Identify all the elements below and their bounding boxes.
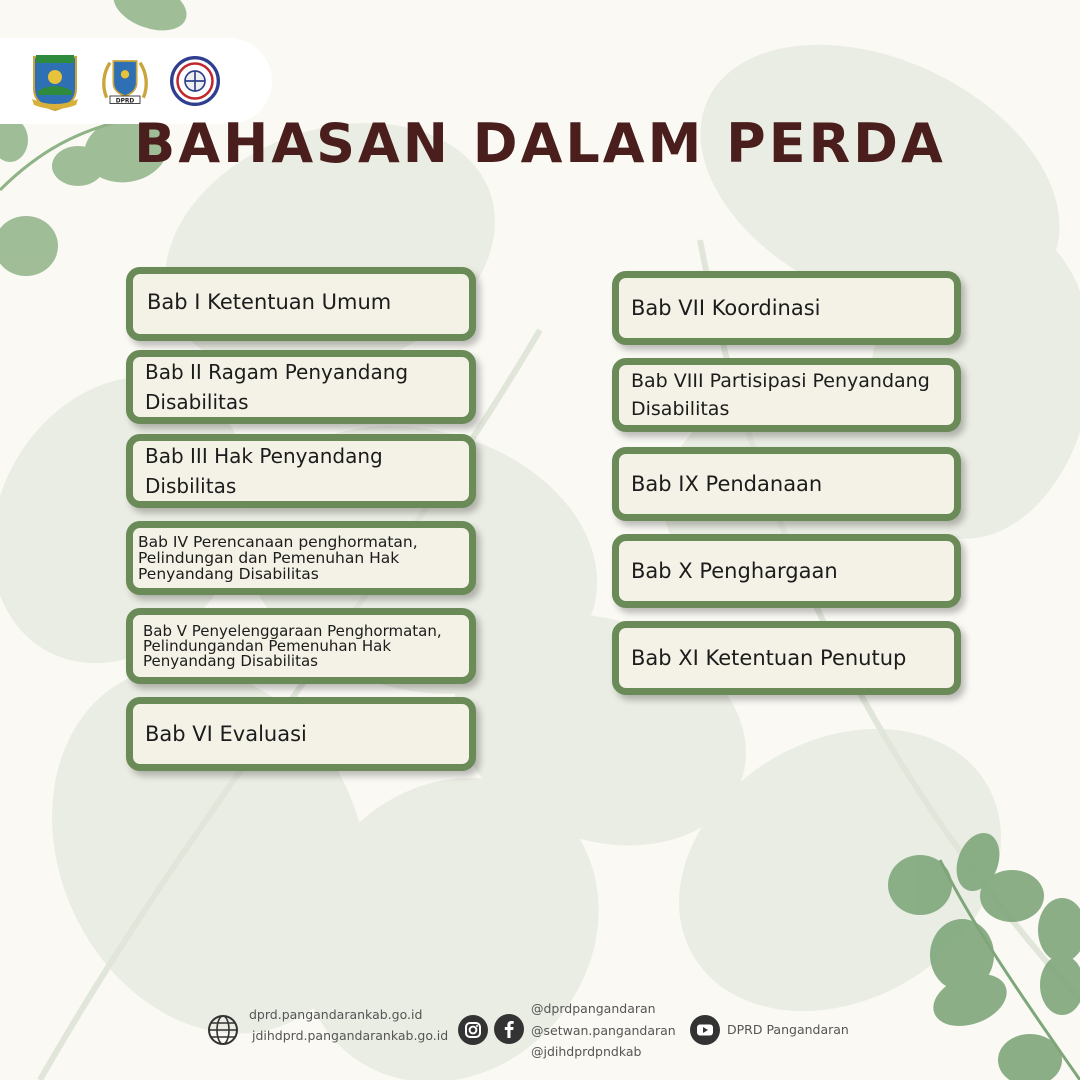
chapter-label: Bab X Penghargaan — [631, 559, 838, 583]
chapter-label: Bab II Ragam Penyandang Disabilitas — [145, 360, 409, 414]
chapter-box-5 — [126, 608, 476, 684]
chapter-box-3 — [126, 434, 476, 508]
dprd-logo-text: DPRD — [115, 98, 135, 105]
website-link[interactable]: dprd.pangandarankab.go.id — [249, 1007, 423, 1022]
page-title: BAHASAN DALAM PERDA — [134, 112, 946, 175]
chapter-label: Bab IV Perencanaan penghormatan, Pelindungan dan Pemenuhan Hak Penyandang Disabilitas — [138, 533, 418, 583]
chapter-box-2 — [126, 350, 476, 424]
chapter-label: Bab III Hak Penyandang Disbilitas — [145, 444, 383, 498]
chapter-label: Bab V Penyelenggaraan Penghormatan, Pelindungandan Pemenuhan Hak Penyandang Disabilitas — [143, 621, 442, 670]
chapter-label: Bab VIII Partisipasi Penyandang Disabilitas — [631, 370, 930, 420]
chapter-box-4 — [126, 521, 476, 595]
chapter-box-9 — [612, 447, 961, 521]
chapter-box-1 — [126, 267, 476, 341]
globe-icon — [207, 1014, 239, 1046]
chapter-box-10 — [612, 534, 961, 608]
social-handle[interactable]: @setwan.pangandaran — [531, 1023, 676, 1038]
youtube-icon[interactable] — [690, 1015, 720, 1045]
chapter-box-11 — [612, 621, 961, 695]
social-handle[interactable]: @jdihdprdpndkab — [531, 1044, 642, 1059]
chapter-label: Bab VI Evaluasi — [145, 722, 307, 746]
youtube-channel[interactable]: DPRD Pangandaran — [727, 1022, 849, 1037]
chapter-box-6 — [126, 697, 476, 771]
chapter-label: Bab I Ketentuan Umum — [147, 290, 392, 314]
jdih-logo — [170, 51, 220, 111]
chapter-label: Bab VII Koordinasi — [631, 296, 821, 320]
chapter-label: Bab XI Ketentuan Penutup — [631, 646, 907, 670]
social-handle[interactable]: @dprdpangandaran — [531, 1001, 656, 1016]
instagram-icon[interactable] — [458, 1015, 488, 1045]
website-link[interactable]: jdihdprd.pangandarankab.go.id — [252, 1028, 449, 1043]
dprd-logo — [100, 51, 150, 111]
kabupaten-pangandaran-logo — [30, 51, 80, 111]
chapter-box-7 — [612, 271, 961, 345]
facebook-icon[interactable] — [494, 1014, 524, 1044]
chapter-label: Bab IX Pendanaan — [631, 472, 823, 496]
chapter-box-8 — [612, 358, 961, 432]
